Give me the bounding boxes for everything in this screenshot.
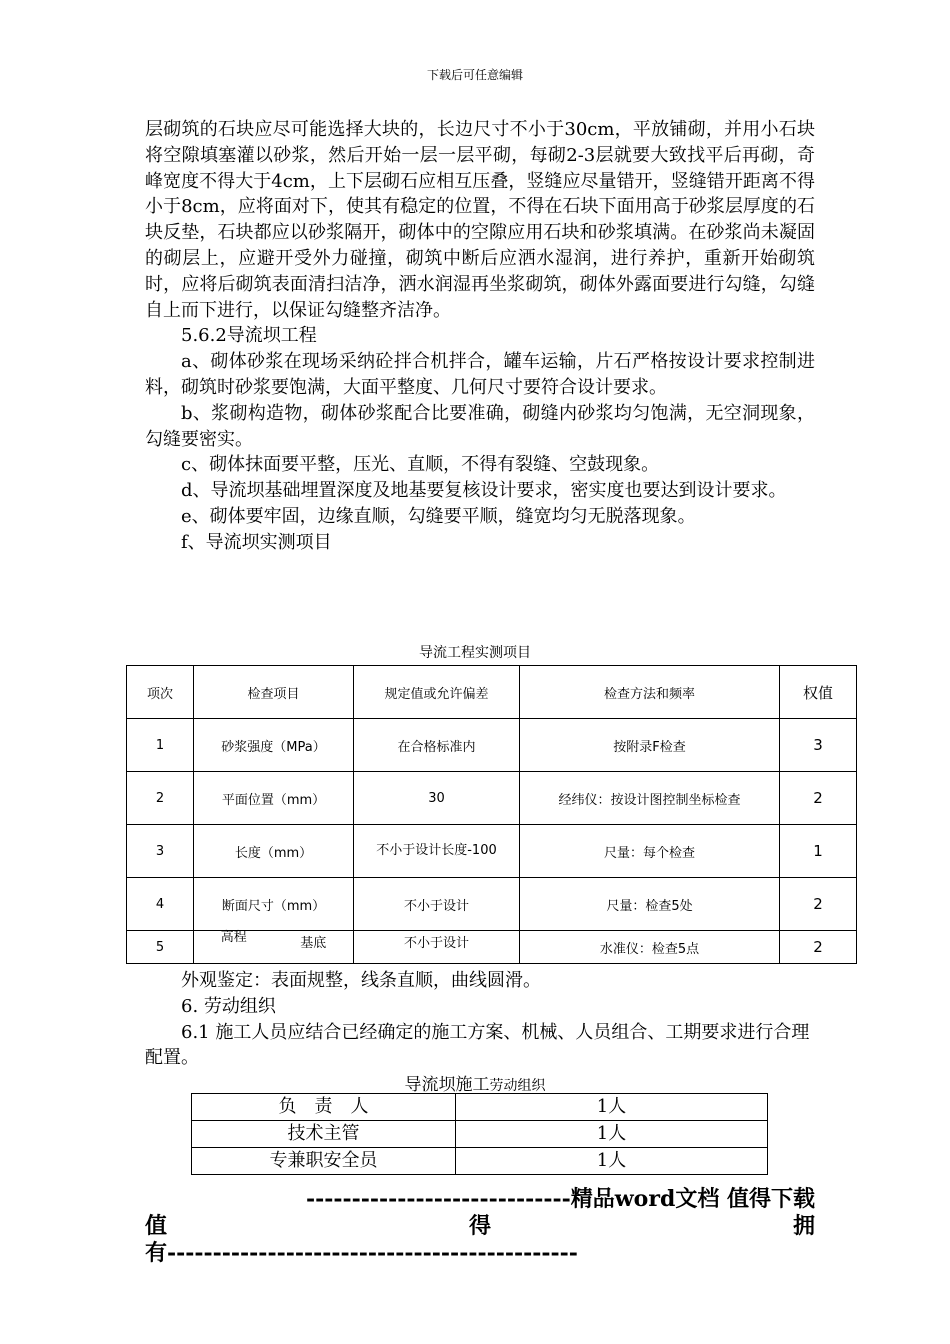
- paragraph: c、砌体抹面要平整，压光、直顺，不得有裂缝、空鼓现象。: [181, 454, 660, 476]
- after-text: [145, 968, 815, 1071]
- footer-line: [145, 1213, 815, 1240]
- table-cell: 2: [127, 772, 194, 825]
- paragraph: e、砌体要牢固，边缘直顺，勾缝要平顺，缝宽均匀无脱落现象。: [181, 505, 696, 527]
- body-text: [145, 117, 815, 556]
- footer-char: 值: [145, 1213, 168, 1239]
- footer-line: -----------------------------精品word文档 值得下载: [305, 1186, 815, 1212]
- count-cell: 1人: [456, 1148, 768, 1175]
- paragraph: 6.1 施工人员应结合已经确定的施工方案、机械、人员组合、工期要求进行合理配置。: [145, 1021, 810, 1069]
- table-cell: 2: [780, 878, 857, 931]
- table-cell-text: 不小于设计: [403, 935, 469, 951]
- section-heading: 5.6.2导流坝工程: [181, 325, 317, 347]
- table-cell: 2: [780, 931, 857, 964]
- table-cell: 尺量：每个检查: [520, 825, 780, 878]
- footer-char: 得: [468, 1213, 491, 1239]
- table-row: [192, 1121, 768, 1148]
- paragraph: a、砌体砂浆在现场采纳砼拌合机拌合，罐车运输，片石严格按设计要求控制进料，砌筑时砂浆要饱满，大面平整度、几何尺寸要符合设计要求。: [145, 351, 815, 398]
- table-cell: 3: [127, 825, 194, 878]
- table-cell: 水准仪：检查5点: [520, 931, 780, 964]
- footer-line: 有---------------------------------------------: [145, 1240, 578, 1266]
- table-cell: 长度（mm）: [194, 825, 354, 878]
- item-part-elevation: 高程: [220, 930, 247, 945]
- table-row: [127, 825, 857, 878]
- caption-main: 导流坝施工: [404, 1075, 490, 1095]
- header-cell: 规定值或允许偏差: [354, 666, 520, 719]
- paragraph: 外观鉴定：表面规整，线条直顺，曲线圆滑。: [181, 970, 541, 991]
- table-row: [127, 719, 857, 772]
- table-cell: 30: [354, 772, 520, 825]
- table-cell: 1: [780, 825, 857, 878]
- footer-char: 拥: [792, 1213, 815, 1239]
- header-cell: 检查方法和频率: [520, 666, 780, 719]
- table-cell: 4: [127, 878, 194, 931]
- table-cell: 按附录F检查: [520, 719, 780, 772]
- table-cell: 2: [780, 772, 857, 825]
- table-cell: 1: [127, 719, 194, 772]
- table-row: [127, 772, 857, 825]
- page-footer: [145, 1186, 815, 1267]
- role-cell: 负 责 人: [192, 1094, 456, 1121]
- table2-caption: [0, 1070, 950, 1095]
- table-cell: 不小于设计长度-100: [354, 825, 520, 878]
- count-cell: 1人: [456, 1094, 768, 1121]
- table-header-row: [127, 666, 857, 719]
- table-row: [192, 1094, 768, 1121]
- header-cell: 权值: [780, 666, 857, 719]
- role-cell: 技术主管: [192, 1121, 456, 1148]
- table-cell: 不小于设计: [354, 878, 520, 931]
- table-cell: 3: [780, 719, 857, 772]
- table-cell: 经纬仪：按设计图控制坐标检查: [520, 772, 780, 825]
- labor-table: [191, 1093, 768, 1175]
- table-cell: [194, 931, 354, 964]
- section-heading: 6. 劳动组织: [181, 995, 276, 1017]
- item-part-base: 基底: [300, 936, 327, 951]
- inspection-table: [126, 665, 857, 964]
- table-cell: [354, 931, 520, 964]
- caption-small: 劳动组织: [489, 1078, 546, 1094]
- table-cell: 在合格标准内: [354, 719, 520, 772]
- table1-caption: 导流工程实测项目: [419, 645, 531, 661]
- table-cell: 平面位置（mm）: [194, 772, 354, 825]
- header-cell: 检查项目: [194, 666, 354, 719]
- table-row: [127, 878, 857, 931]
- paragraph: f、导流坝实测项目: [181, 531, 332, 553]
- paragraph: b、浆砌构造物，砌体砂浆配合比要准确，砌缝内砂浆均匀饱满，无空洞现象，勾缝要密实。: [145, 402, 815, 450]
- table-cell: 断面尺寸（mm）: [194, 878, 354, 931]
- table-row: [127, 931, 857, 964]
- paragraph: 层砌筑的石块应尽可能选择大块的，长边尺寸不小于30cm，平放铺砌，并用小石块将空隙填塞灌以砂浆，然后开始一层一层平砌，每砌2-3层就要大致找平后再砌，奇峰宽度不得大于4cm，上下层砌石应相互压叠，竖缝应尽量错开，竖缝错开距离不得小于8cm，应将面对下，使其有稳定的位置，不得在石块下面用高于砂浆层厚度的石块反垫，石块都应以砂浆隔开，砌体中的空隙应用石块和砂浆填满。在砂浆尚未凝固的砌层上，应避开受外力碰撞，砌筑中断后应洒水湿润，进行养护，重新开始砌筑时，应将后砌筑表面清扫洁净，洒水润湿再坐浆砌筑，砌体外露面要进行勾缝，勾缝自上而下进行，以保证勾缝整齐洁净。: [145, 119, 815, 321]
- count-cell: 1人: [456, 1121, 768, 1148]
- page-header: 下载后可任意编辑: [426, 68, 523, 82]
- table-row: [192, 1148, 768, 1175]
- table-cell: 砂浆强度（MPa）: [194, 719, 354, 772]
- paragraph: d、导流坝基础埋置深度及地基要复核设计要求，密实度也要达到设计要求。: [181, 480, 787, 502]
- table-cell: 5: [127, 931, 194, 964]
- role-cell: 专兼职安全员: [192, 1148, 456, 1175]
- table-cell: 尺量：检查5处: [520, 878, 780, 931]
- header-cell: 项次: [127, 666, 194, 719]
